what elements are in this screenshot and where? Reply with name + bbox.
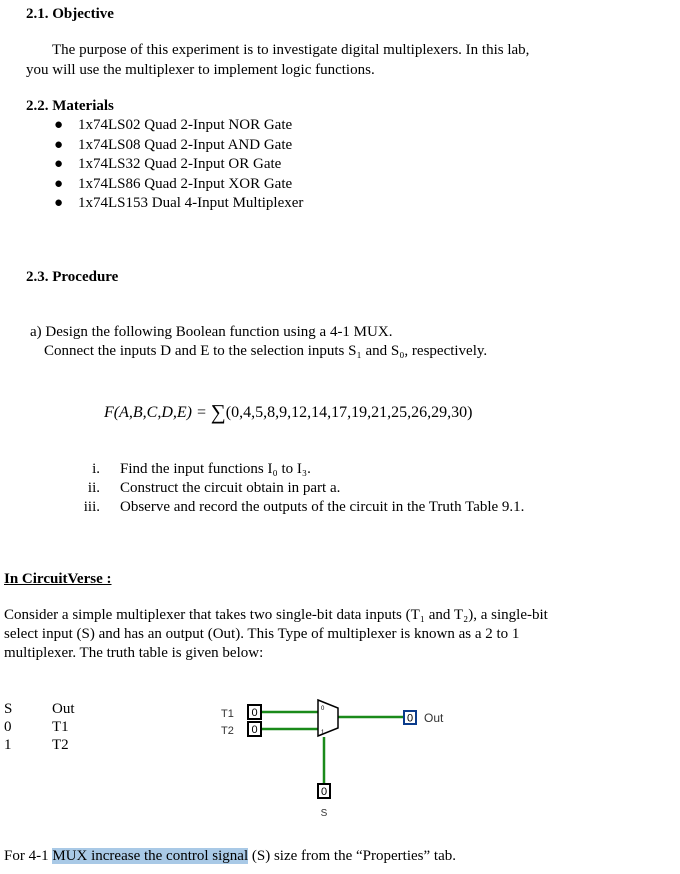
input-t2-label: T2 [221, 725, 234, 737]
table-header-s: S [4, 701, 13, 717]
objective-text-line2: you will use the multiplexer to implement logic functions. [26, 62, 375, 78]
output-label: Out [424, 711, 444, 725]
input-t1-value: 0 [251, 707, 258, 719]
input-t2-value: 0 [251, 724, 258, 736]
procedure-steps: i. Find the input functions I₀ to I₃. ii. Construct the circuit obtain in part a. iii. Observe and record the outputs of the circuit in the Truth Table 9.1. [83, 461, 525, 515]
table-cell: 0 [4, 719, 12, 735]
mux-input1-label: 1 [321, 730, 325, 736]
table-cell: 1 [4, 737, 12, 753]
list-item: ● 1x74LS86 Quad 2-Input XOR Gate [54, 175, 293, 192]
part-a-line2: Connect the inputs D and E to the selection inputs S₁ and S₀, respectively. [44, 343, 488, 359]
table-cell: T2 [52, 737, 69, 753]
objective-text-line1: The purpose of this experiment is to investigate digital multiplexers. In this lab, [52, 42, 530, 58]
list-item: ● 1x74LS32 Quad 2-Input OR Gate [54, 156, 282, 172]
mux-circuit-diagram [210, 692, 470, 822]
input-t1-label: T1 [221, 708, 234, 720]
footer-text: For 4-1 MUX increase the control signal (S) size from the “Properties” tab. [4, 848, 456, 864]
materials-heading: 2.2. Materials [26, 98, 114, 114]
list-item: ● 1x74LS08 Quad 2-Input AND Gate [54, 136, 293, 153]
list-item: ● 1x74LS153 Dual 4-Input Multiplexer [54, 195, 304, 211]
sigma-symbol: ∑ [210, 400, 226, 424]
list-item: ● 1x74LS02 Quad 2-Input NOR Gate [54, 117, 293, 133]
select-value: 0 [320, 786, 328, 798]
part-a-line1: a) Design the following Boolean function using a 4-1 MUX. [30, 324, 393, 340]
boolean-formula: F(A,B,C,D,E) = ∑(0,4,5,8,9,12,14,17,19,21,25,26,29,30) [104, 400, 473, 424]
materials-list [30, 116, 303, 214]
procedure-heading: 2.3. Procedure [26, 269, 119, 285]
table-cell: T1 [52, 719, 69, 735]
output-value: 0 [406, 712, 414, 725]
mux-input0-label: 0 [321, 706, 325, 712]
circuitverse-para-line2: select input (S) and has an output (Out). This Type of multiplexer is known as a 2 to 1 [4, 626, 520, 642]
objective-heading: 2.1. Objective [26, 6, 114, 22]
table-header-out: Out [52, 701, 75, 717]
circuitverse-para-line1: Consider a simple multiplexer that takes two single-bit data inputs (T₁ and T₂), a single-bit [4, 607, 548, 623]
circuitverse-para-line3: multiplexer. The truth table is given below: [4, 645, 264, 661]
circuitverse-heading: In CircuitVerse : [4, 571, 112, 587]
highlighted-text: MUX increase the control signal [52, 848, 249, 864]
select-label: S [320, 808, 328, 819]
